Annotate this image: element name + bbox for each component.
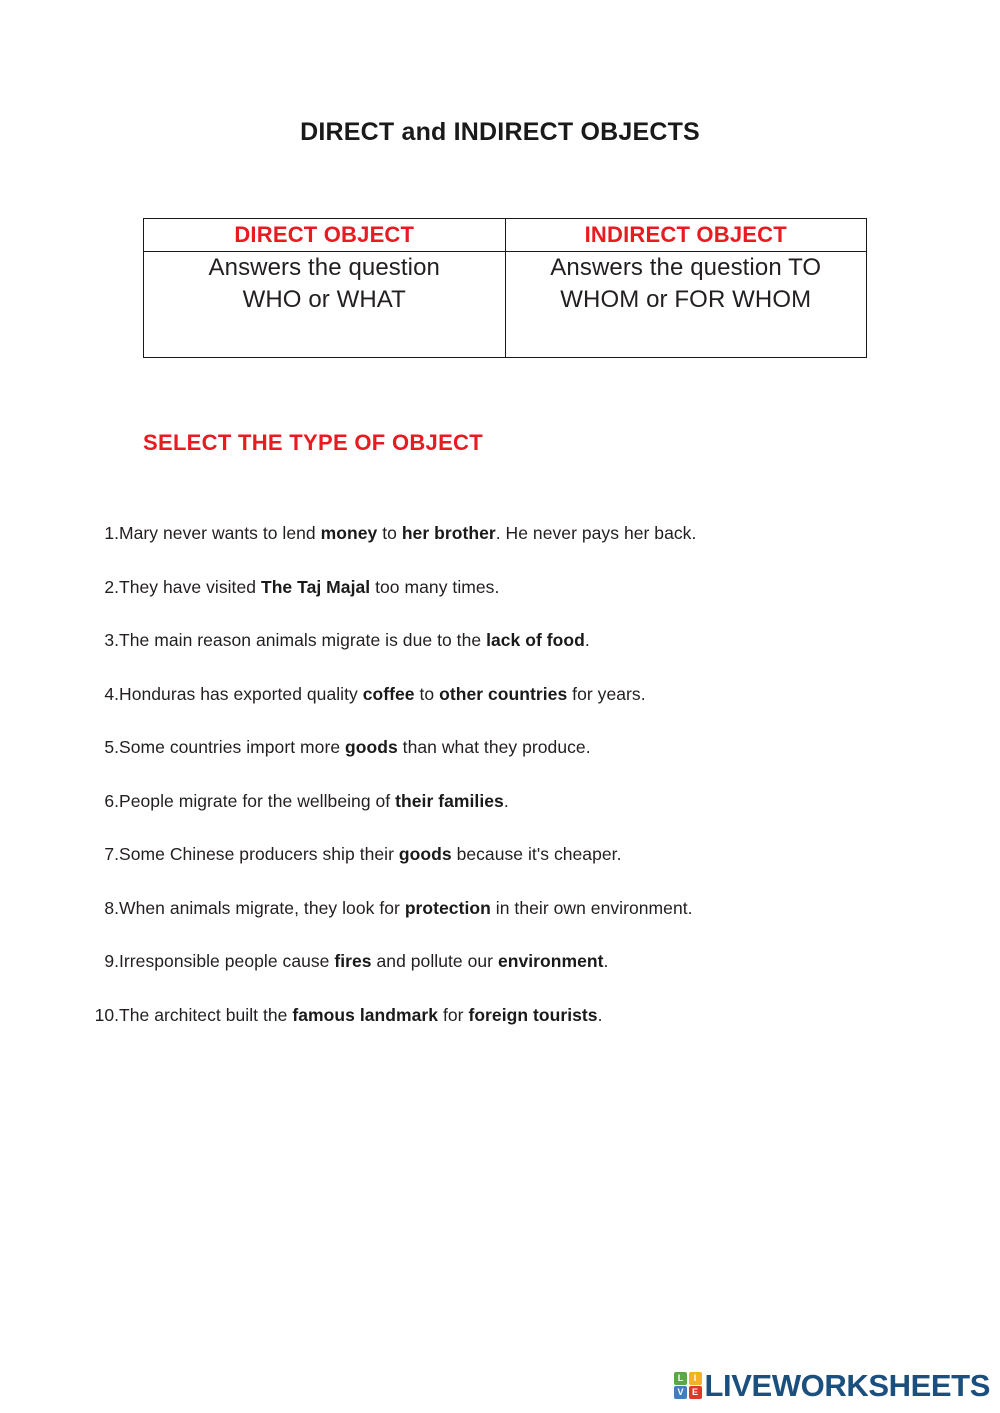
question-text-segment: than what they produce.	[397, 737, 591, 757]
question-number: 4.	[104, 683, 119, 704]
question-text	[119, 682, 946, 706]
question-item	[86, 1003, 946, 1027]
definition-body-cell-indirect	[505, 252, 867, 358]
question-text	[119, 735, 946, 759]
object-phrase[interactable]: lack of food	[486, 630, 585, 650]
question-text-segment: .	[503, 790, 509, 811]
question-text	[119, 575, 946, 599]
object-phrase[interactable]: goods	[345, 737, 398, 757]
direct-object-definition: Answers the question WHO or WHAT	[208, 254, 440, 313]
object-phrase[interactable]: fires	[334, 951, 372, 971]
definition-table-body-row	[144, 252, 867, 358]
question-number: 5.	[104, 737, 119, 757]
logo-tile-e: E	[689, 1386, 702, 1399]
question-text	[119, 789, 946, 813]
question-text-segment: . He never pays her back.	[495, 523, 697, 543]
object-phrase[interactable]: foreign tourists	[468, 1004, 598, 1025]
page-title: DIRECT and INDIRECT OBJECTS	[300, 118, 700, 146]
indirect-object-header: INDIRECT OBJECT	[584, 222, 787, 247]
question-text-segment: to	[377, 523, 402, 543]
definition-table-header-row	[144, 219, 867, 252]
liveworksheets-logo	[674, 1370, 990, 1401]
logo-tile-l: L	[674, 1372, 687, 1385]
question-number: 2.	[104, 576, 119, 597]
logo-tiles	[674, 1372, 702, 1400]
question-text-segment: .	[603, 951, 609, 971]
question-item	[86, 949, 946, 973]
indirect-object-definition: Answers the question TO WHOM or FOR WHOM	[550, 254, 822, 313]
question-number: 3.	[104, 630, 119, 650]
question-text-segment: Some Chinese producers ship their	[119, 844, 399, 864]
object-phrase[interactable]: The Taj Majal	[260, 576, 371, 597]
question-text-segment: .	[584, 630, 590, 650]
question-text-segment: for years.	[567, 683, 646, 704]
object-phrase[interactable]: famous landmark	[292, 1004, 439, 1025]
question-number: 1.	[104, 523, 119, 543]
question-item	[86, 735, 946, 759]
direct-object-header: DIRECT OBJECT	[234, 222, 415, 247]
object-phrase[interactable]: goods	[398, 844, 452, 864]
object-phrase[interactable]: her brother	[401, 523, 496, 543]
question-text	[119, 842, 946, 866]
question-text	[119, 628, 946, 652]
definition-header-cell-direct	[144, 219, 506, 252]
logo-tile-i: I	[689, 1372, 702, 1385]
object-phrase[interactable]: money	[320, 523, 378, 543]
question-text-segment: because it's cheaper.	[451, 844, 622, 864]
question-text	[119, 1003, 946, 1027]
question-item	[86, 789, 946, 813]
question-text-segment: in their own environment.	[490, 897, 693, 918]
question-list	[86, 521, 946, 1056]
question-number: 10.	[94, 1004, 119, 1025]
question-text-segment: They have visited	[119, 576, 261, 597]
question-text-segment: for	[438, 1004, 469, 1025]
question-item	[86, 521, 946, 545]
question-number: 7.	[104, 844, 119, 864]
question-text-segment: Irresponsible people cause	[119, 951, 335, 971]
definition-table	[143, 218, 867, 358]
question-text-segment: The main reason animals migrate is due to the	[119, 630, 487, 650]
question-text-segment: and pollute our	[371, 951, 498, 971]
question-text-segment: Honduras has exported quality	[119, 683, 363, 704]
logo-wordmark: LIVEWORKSHEETS	[704, 1368, 990, 1403]
object-phrase[interactable]: protection	[404, 897, 491, 918]
question-item	[86, 896, 946, 920]
question-text-segment: to	[414, 683, 440, 704]
question-item	[86, 842, 946, 866]
question-number: 6.	[104, 790, 119, 811]
question-text-segment: When animals migrate, they look for	[119, 897, 405, 918]
object-phrase[interactable]: their families	[395, 790, 504, 811]
question-item	[86, 575, 946, 599]
object-phrase[interactable]: environment	[497, 951, 604, 971]
question-text-segment: Mary never wants to lend	[119, 523, 321, 543]
question-text-segment: The architect built the	[119, 1004, 293, 1025]
question-item	[86, 682, 946, 706]
question-number: 9.	[104, 951, 119, 971]
definition-header-cell-indirect	[505, 219, 867, 252]
logo-tile-v: V	[674, 1386, 687, 1399]
question-text	[119, 521, 946, 545]
question-text-segment: .	[597, 1004, 603, 1025]
question-number: 8.	[104, 897, 119, 918]
object-phrase[interactable]: coffee	[362, 683, 415, 704]
question-item	[86, 628, 946, 652]
question-text-segment: People migrate for the wellbeing of	[119, 790, 396, 811]
instructions-heading: SELECT THE TYPE OF OBJECT	[143, 430, 483, 455]
definition-body-cell-direct	[144, 252, 506, 358]
question-text-segment: too many times.	[370, 576, 500, 597]
question-text	[119, 896, 946, 920]
question-text-segment: Some countries import more	[119, 737, 346, 757]
object-phrase[interactable]: other countries	[439, 683, 568, 704]
question-text	[119, 949, 946, 973]
